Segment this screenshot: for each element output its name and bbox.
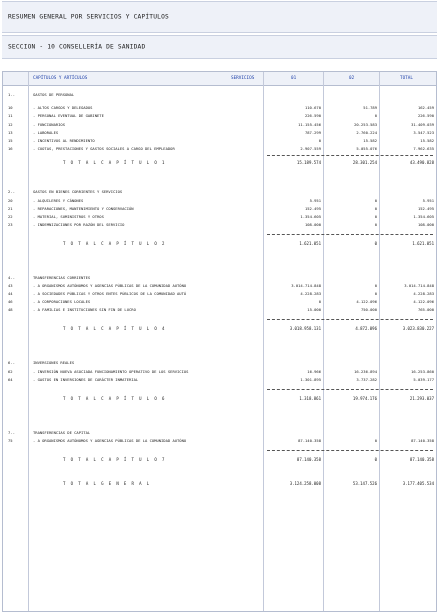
total-row <box>3 325 436 333</box>
total-row <box>3 395 436 403</box>
row-value-s2: 0 <box>374 241 377 246</box>
row-value-s1: 87.140.358 <box>298 438 321 443</box>
row-value-total: 4.228.283 <box>413 291 434 296</box>
row-value-total: 3.014.714.848 <box>404 283 434 288</box>
row-description: - LABORALES <box>33 130 59 135</box>
row-description: T O T A L C A P Í T U L O 6 <box>63 396 166 401</box>
subtotal-divider <box>267 234 433 235</box>
table-row <box>3 298 436 306</box>
total-row <box>3 480 436 488</box>
table-row <box>3 290 436 298</box>
row-description: - REPARACIONES, MANTENIMIENTO Y CONSERVACIÓN <box>33 206 134 211</box>
row-description: GASTOS EN BIENES CORRIENTES Y SERVICIOS <box>33 189 123 194</box>
row-code: 15 <box>8 138 13 143</box>
row-value-s1: 3.014.714.848 <box>291 283 321 288</box>
report-title: RESUMEN GENERAL POR SERVICIOS Y CAPÍTULOS <box>8 13 169 21</box>
subtotal-divider <box>267 450 433 451</box>
row-value-total: 108.000 <box>417 222 434 227</box>
row-value-s2: 2.760.224 <box>356 130 377 135</box>
table-row <box>3 129 436 137</box>
row-code: 44 <box>8 291 13 296</box>
row-code: 62 <box>8 369 13 374</box>
row-code: 2.- <box>8 189 15 194</box>
row-value-s2: 0 <box>374 206 377 211</box>
col-header-total: TOTAL <box>400 76 413 81</box>
row-description: T O T A L C A P Í T U L O 1 <box>63 160 166 165</box>
row-description: - FUNCIONARIOS <box>33 122 66 127</box>
row-code: 11 <box>8 113 13 118</box>
row-description: - INDEMNIZACIONES POR RAZÓN DEL SERVICIO <box>33 222 125 227</box>
row-value-total: 1.354.605 <box>413 214 434 219</box>
table-row <box>3 104 436 112</box>
row-description: - INCENTIVOS AL RENDIMIENTO <box>33 138 95 143</box>
section-title: SECCION - 10 CONSELLERÍA DE SANIDAD <box>8 43 146 51</box>
row-value-s2: 0 <box>374 291 377 296</box>
row-code: 1.- <box>8 92 15 97</box>
row-value-s1: 4.228.283 <box>300 291 321 296</box>
row-value-s2: 0 <box>374 198 377 203</box>
row-value-s1: 1.301.895 <box>300 377 321 382</box>
row-value-s1: 152.495 <box>304 206 321 211</box>
chapter-row <box>3 429 436 437</box>
row-value-s2: 51.789 <box>363 105 377 110</box>
row-value-s2: 0 <box>374 283 377 288</box>
row-value-s1: 87.140.358 <box>296 457 321 462</box>
row-value-total: 3.023.830.227 <box>402 326 434 331</box>
row-value-total: 5.039.177 <box>413 377 434 382</box>
col-header-services: SERVICIOS <box>231 76 255 81</box>
row-value-total: 3.177.405.534 <box>402 481 434 486</box>
row-value-s1: 3.124.258.008 <box>289 481 321 486</box>
row-value-total: 5.951 <box>422 198 434 203</box>
row-value-s2: 0 <box>374 214 377 219</box>
row-value-total: 16.253.860 <box>411 369 434 374</box>
row-value-s2: 28.301.254 <box>352 160 377 165</box>
row-value-s2: 0 <box>374 222 377 227</box>
row-code: 48 <box>8 307 13 312</box>
row-code: 43 <box>8 283 13 288</box>
table-row <box>3 205 436 213</box>
row-description: - INVERSIÓN NUEVA ASOCIADA FUNCIONAMIENTO OPERATIVO DE LOS SERVICIOS <box>33 369 189 374</box>
row-value-total: 15.582 <box>420 138 434 143</box>
table-row <box>3 137 436 145</box>
row-value-s2: 5.055.076 <box>356 146 377 151</box>
row-code: 23 <box>8 222 13 227</box>
row-value-total: 3.547.523 <box>413 130 434 135</box>
row-description: - A ORGANISMOS AUTÓNOMOS Y AGENCIAS PÚBLICAS DE LA COMUNIDAD AUTÓNO <box>33 283 187 288</box>
row-code: 21 <box>8 206 13 211</box>
row-value-s1: 15.189.574 <box>296 160 321 165</box>
row-description: - A CORPORACIONES LOCALES <box>33 299 91 304</box>
row-value-total: 226.590 <box>417 113 434 118</box>
col-header-s1: 01 <box>291 76 297 81</box>
row-value-s1: 15.000 <box>307 307 321 312</box>
row-value-total: 31.409.039 <box>411 122 434 127</box>
row-value-s2: 0 <box>374 457 377 462</box>
row-value-s1: 3.018.958.131 <box>289 326 321 331</box>
row-value-s2: 16.236.894 <box>354 369 377 374</box>
section-band <box>2 35 437 59</box>
row-value-s1: 1.318.861 <box>299 396 321 401</box>
row-description: T O T A L C A P Í T U L O 7 <box>63 457 166 462</box>
row-value-s1: 1.621.051 <box>299 241 321 246</box>
row-description: TRANSFERENCIAS CORRIENTES <box>33 275 91 280</box>
title-band <box>2 1 437 33</box>
col-header-articles: CAPÍTULOS Y ARTÍCULOS <box>33 76 88 81</box>
row-description: TRANSFERENCIAS DE CAPITAL <box>33 430 91 435</box>
row-description: - A FAMILIAS E INSTITUCIONES SIN FIN DE LUCRO <box>33 307 136 312</box>
row-value-s1: 16.966 <box>307 369 321 374</box>
row-value-s1: 108.000 <box>304 222 321 227</box>
chapter-row <box>3 91 436 99</box>
row-description: - GASTOS EN INVERSIONES DE CARÁCTER INMATERIAL <box>33 377 139 382</box>
row-value-total: 765.000 <box>417 307 434 312</box>
row-value-total: 152.495 <box>417 206 434 211</box>
row-code: 16 <box>8 146 13 151</box>
row-description: - A ORGANISMOS AUTÓNOMOS Y AGENCIAS PÚBLICAS DE LA COMUNIDAD AUTÓNO <box>33 438 187 443</box>
row-value-s2: 15.582 <box>363 138 377 143</box>
row-value-s1: 0 <box>318 299 321 304</box>
total-row <box>3 456 436 464</box>
row-description: - CUOTAS, PRESTACIONES Y GASTOS SOCIALES A CARGO DEL EMPLEADOR <box>33 146 175 151</box>
table-row <box>3 221 436 229</box>
row-value-s1: 5.951 <box>309 198 321 203</box>
table-row <box>3 112 436 120</box>
table-row <box>3 282 436 290</box>
table-row <box>3 368 436 376</box>
table-row <box>3 376 436 384</box>
row-value-s2: 19.974.176 <box>352 396 377 401</box>
row-code: 46 <box>8 299 13 304</box>
chapter-row <box>3 274 436 282</box>
row-value-s1: 226.590 <box>304 113 321 118</box>
row-code: 64 <box>8 377 13 382</box>
row-code: 7.- <box>8 430 15 435</box>
row-value-total: 87.140.358 <box>409 457 434 462</box>
row-value-s2: 750.000 <box>360 307 377 312</box>
row-value-s2: 4.872.096 <box>355 326 377 331</box>
row-code: 10 <box>8 105 13 110</box>
row-value-s1: 11.155.456 <box>298 122 321 127</box>
row-description: - PERSONAL EVENTUAL DE GABINETE <box>33 113 104 118</box>
row-value-total: 162.459 <box>417 105 434 110</box>
row-description: GASTOS DE PERSONAL <box>33 92 75 97</box>
total-row <box>3 159 436 167</box>
row-value-s2: 53.147.526 <box>352 481 377 486</box>
chapter-row <box>3 188 436 196</box>
row-code: 20 <box>8 198 13 203</box>
row-value-s1: 2.907.559 <box>300 146 321 151</box>
total-row <box>3 240 436 248</box>
table-row <box>3 197 436 205</box>
row-value-total: 87.140.358 <box>411 438 434 443</box>
col-header-s2: 02 <box>349 76 355 81</box>
row-value-total: 1.621.051 <box>412 241 434 246</box>
table-header <box>3 72 436 86</box>
row-value-s2: 3.737.282 <box>356 377 377 382</box>
row-value-total: 4.122.096 <box>413 299 434 304</box>
row-description: T O T A L C A P Í T U L O 4 <box>63 326 166 331</box>
table-row <box>3 145 436 153</box>
table-row <box>3 306 436 314</box>
row-description: T O T A L G E N E R A L <box>63 481 151 486</box>
row-value-s2: 20.253.583 <box>354 122 377 127</box>
row-value-s1: 110.670 <box>304 105 321 110</box>
row-description: - A SOCIEDADES PÚBLICAS Y OTROS ENTES PÚBLICOS DE LA COMUNIDAD AUTÓ <box>33 291 187 296</box>
row-value-s1: 0 <box>318 138 321 143</box>
budget-table <box>2 71 437 612</box>
row-value-s1: 787.299 <box>304 130 321 135</box>
table-row <box>3 121 436 129</box>
row-description: - ALTOS CARGOS Y DELEGADOS <box>33 105 93 110</box>
row-value-total: 43.490.828 <box>409 160 434 165</box>
row-code: 6.- <box>8 360 15 365</box>
row-value-s2: 0 <box>374 438 377 443</box>
row-value-s2: 0 <box>374 113 377 118</box>
row-code: 75 <box>8 438 13 443</box>
row-value-s1: 1.354.605 <box>300 214 321 219</box>
subtotal-divider <box>267 319 433 320</box>
row-value-total: 7.962.635 <box>413 146 434 151</box>
row-description: T O T A L C A P Í T U L O 2 <box>63 241 166 246</box>
row-description: INVERSIONES REALES <box>33 360 75 365</box>
table-row <box>3 437 436 445</box>
subtotal-divider <box>267 389 433 390</box>
row-code: 4.- <box>8 275 15 280</box>
row-code: 13 <box>8 130 13 135</box>
subtotal-divider <box>267 155 433 156</box>
row-description: - MATERIAL, SUMINISTROS Y OTROS <box>33 214 104 219</box>
table-row <box>3 213 436 221</box>
row-code: 22 <box>8 214 13 219</box>
row-value-total: 21.293.037 <box>409 396 434 401</box>
row-description: - ALQUILERES Y CÁNONES <box>33 198 84 203</box>
chapter-row <box>3 359 436 367</box>
row-code: 12 <box>8 122 13 127</box>
row-value-s2: 4.122.096 <box>356 299 377 304</box>
